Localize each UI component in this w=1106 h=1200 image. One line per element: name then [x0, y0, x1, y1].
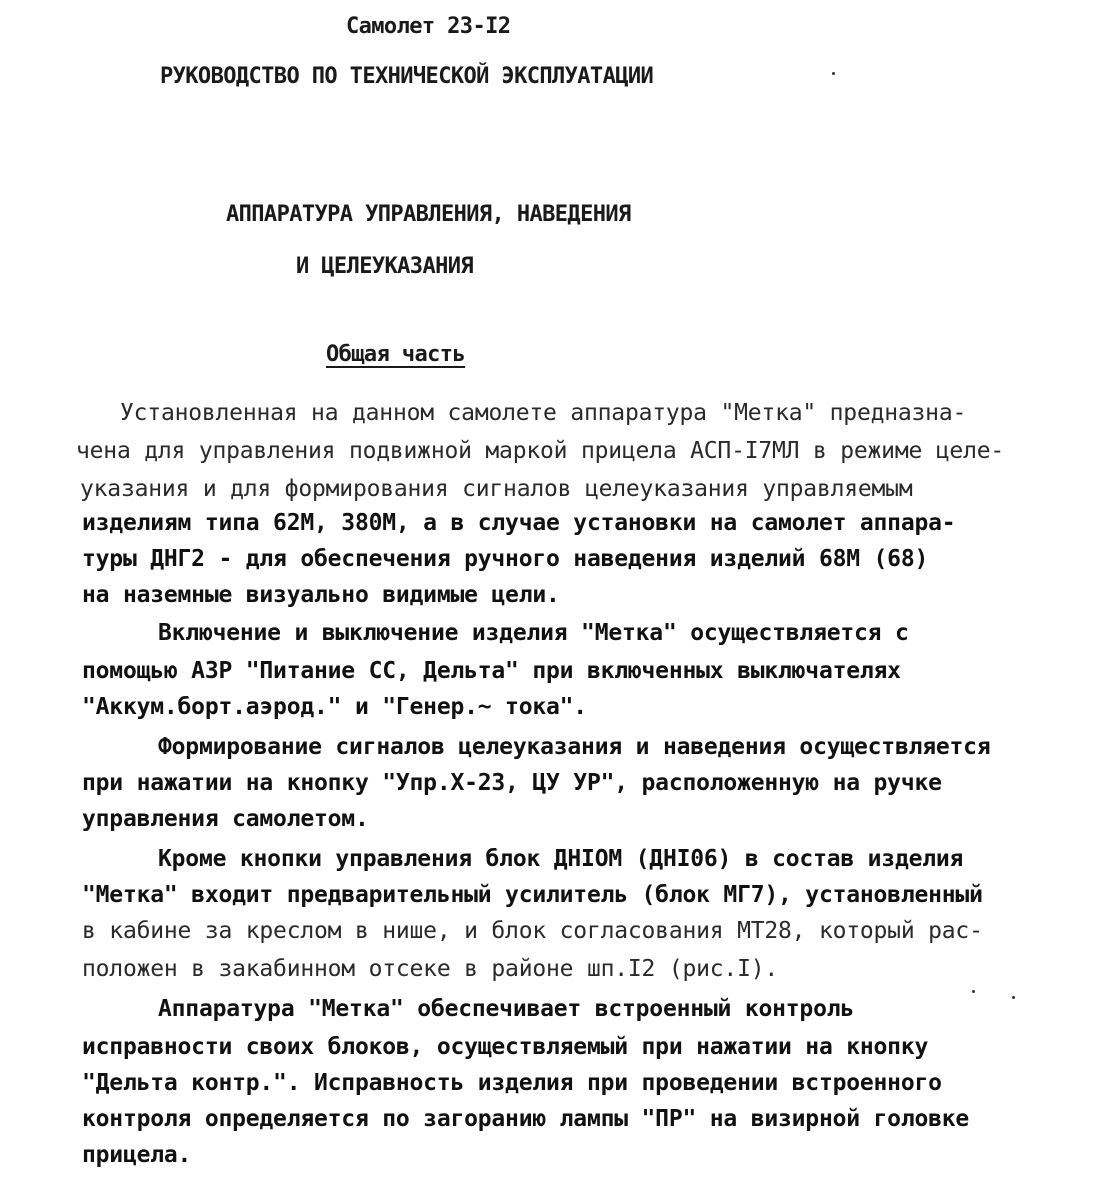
section-title-line-1: АППАРАТУРА УПРАВЛЕНИЯ, НАВЕДЕНИЯ	[226, 202, 631, 227]
body-line: изделиям типа 62М, 380М, а в случае установки на самолет аппара-	[82, 510, 956, 536]
body-line: в кабине за креслом в нише, и блок согласования МТ28, который рас-	[82, 918, 983, 944]
body-line: "Дельта контр.". Исправность изделия при проведении встроенного	[82, 1070, 942, 1096]
body-line: исправности своих блоков, осуществляемый при нажатии на кнопку	[82, 1034, 929, 1060]
body-line: положен в закабинном отсеке в районе шп.I2 (рис.I).	[82, 956, 779, 982]
section-subtitle: Общая часть	[326, 342, 466, 367]
body-line: Кроме кнопки управления блок ДНIОМ (ДНI06) в состав изделия	[158, 846, 964, 872]
scan-speck	[1012, 996, 1015, 999]
body-line: Установленная на данном самолете аппаратура "Метка" предназна-	[120, 400, 967, 426]
body-line: контроля определяется по загоранию лампы "ПР" на визирной головке	[82, 1106, 970, 1132]
body-line: "Метка" входит предварительный усилитель (блок МГ7), установленный	[82, 882, 983, 908]
manual-title: РУКОВОДСТВО ПО ТЕХНИЧЕСКОЙ ЭКСПЛУАТАЦИИ	[160, 64, 654, 89]
scan-speck	[832, 72, 835, 75]
body-line: управления самолетом.	[82, 806, 369, 832]
body-line: прицела.	[82, 1142, 192, 1168]
body-line: указания и для формирования сигналов целеуказания управляемым	[80, 476, 913, 502]
aircraft-label: Самолет 23-I2	[346, 14, 511, 39]
body-line: Формирование сигналов целеуказания и наведения осуществляется	[158, 734, 991, 760]
body-line: при нажатии на кнопку "Упр.Х-23, ЦУ УР", расположенную на ручке	[82, 770, 942, 796]
body-line: Аппаратура "Метка" обеспечивает встроенный контроль	[158, 996, 855, 1022]
body-line: Включение и выключение изделия "Метка" осуществляется с	[158, 620, 909, 646]
body-line: "Аккум.борт.аэрод." и "Генер.~ тока".	[82, 694, 587, 720]
body-line: помощью АЗР "Питание СС, Дельта" при включенных выключателях	[82, 658, 901, 684]
section-title-line-2: И ЦЕЛЕУКАЗАНИЯ	[296, 254, 474, 279]
scan-speck	[972, 990, 975, 993]
body-line: на наземные визуально видимые цели.	[82, 582, 560, 608]
body-line: туры ДНГ2 - для обеспечения ручного наведения изделий 68М (68)	[82, 546, 929, 572]
body-line: чена для управления подвижной маркой прицела АСП-I7МЛ в режиме целе-	[76, 438, 1005, 464]
